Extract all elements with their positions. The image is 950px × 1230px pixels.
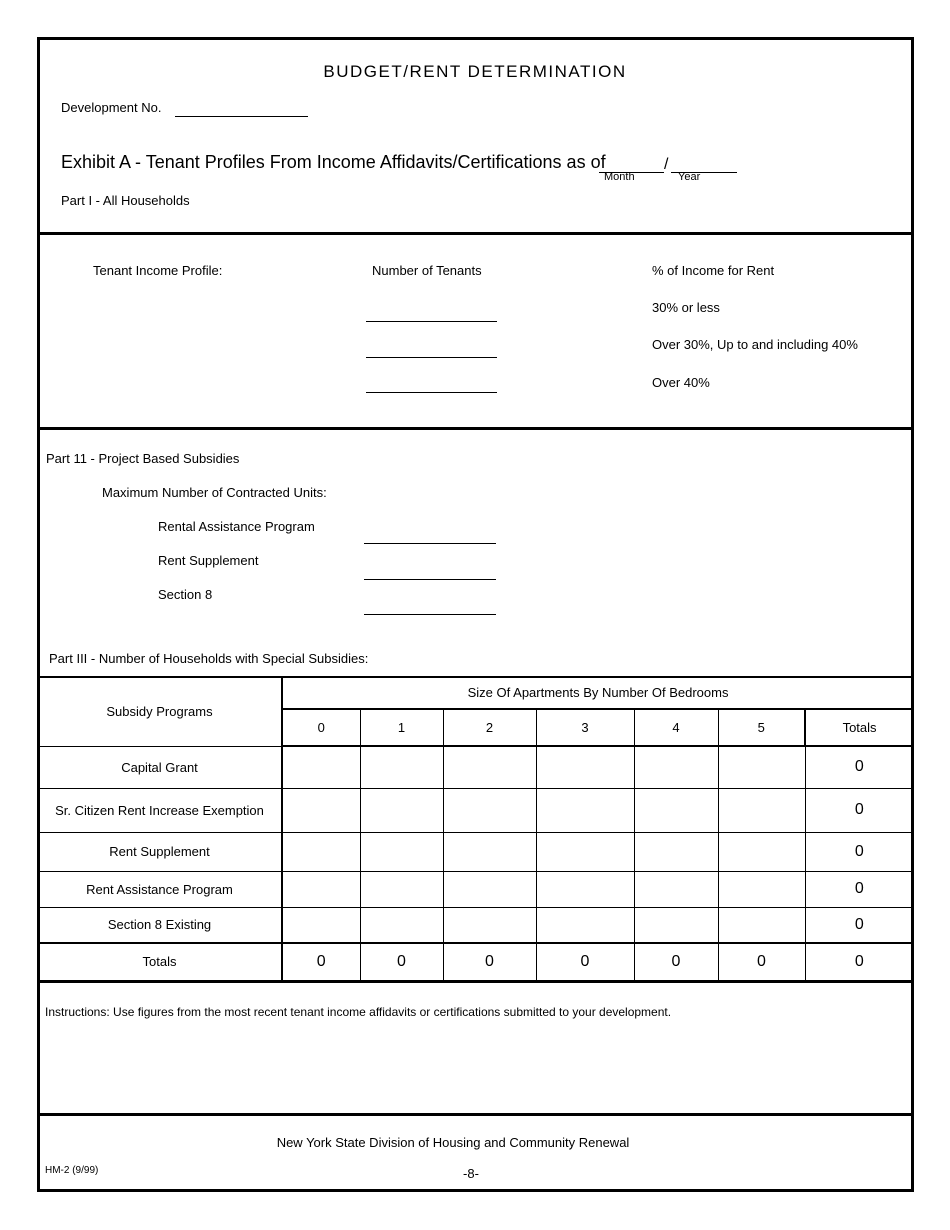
- programs-header: Subsidy Programs: [38, 677, 282, 746]
- section-divider-part1: [37, 427, 914, 430]
- count-cell[interactable]: [443, 871, 536, 907]
- count-cell[interactable]: [282, 746, 360, 788]
- count-cell[interactable]: [282, 871, 360, 907]
- count-cell[interactable]: [634, 871, 718, 907]
- bedroom-header: 5: [718, 709, 805, 746]
- count-cell[interactable]: [536, 832, 634, 871]
- count-cell[interactable]: [634, 907, 718, 943]
- bedroom-header: 3: [536, 709, 634, 746]
- date-separator: /: [664, 156, 669, 173]
- count-cell[interactable]: [282, 832, 360, 871]
- part3-label: Part III - Number of Households with Special Subsidies:: [49, 651, 369, 666]
- section-divider-header: [37, 232, 914, 235]
- subsidy-item-label: Rental Assistance Program: [158, 519, 315, 534]
- column-total: 0: [282, 943, 360, 980]
- table-row: [38, 788, 913, 832]
- totals-row-label: Totals: [38, 943, 282, 980]
- bedroom-header: 2: [443, 709, 536, 746]
- tenants-header: Number of Tenants: [372, 263, 482, 278]
- form-id: HM-2 (9/99): [45, 1165, 99, 1176]
- program-name: Section 8 Existing: [38, 907, 282, 943]
- count-cell[interactable]: [360, 832, 443, 871]
- size-header: Size Of Apartments By Number Of Bedrooms: [282, 677, 913, 709]
- exhibit-title: Exhibit A - Tenant Profiles From Income Affidavits/Certifications as of: [61, 152, 606, 172]
- count-cell[interactable]: [536, 871, 634, 907]
- count-cell[interactable]: [634, 746, 718, 788]
- count-cell[interactable]: [443, 746, 536, 788]
- column-total: 0: [360, 943, 443, 980]
- count-cell[interactable]: [718, 832, 805, 871]
- year-label: Year: [678, 171, 701, 183]
- program-name: Capital Grant: [38, 746, 282, 788]
- income-row-label: Over 40%: [652, 375, 710, 390]
- income-pct-header: % of Income for Rent: [652, 263, 775, 278]
- form-title: BUDGET/RENT DETERMINATION: [323, 62, 627, 81]
- table-row: [38, 871, 913, 907]
- count-cell[interactable]: [360, 788, 443, 832]
- column-total: 0: [718, 943, 805, 980]
- rent-supplement-units-field[interactable]: [364, 579, 496, 580]
- income-row-label: 30% or less: [652, 300, 720, 315]
- column-total: 0: [443, 943, 536, 980]
- count-cell[interactable]: [282, 907, 360, 943]
- agency-name: New York State Division of Housing and Community Renewal: [276, 1135, 630, 1150]
- bedroom-header: 1: [360, 709, 443, 746]
- table-row: [38, 832, 913, 871]
- tenants-30-or-less-field[interactable]: [366, 321, 497, 322]
- section-divider-footer: [37, 1113, 914, 1116]
- program-name: Sr. Citizen Rent Increase Exemption: [38, 788, 282, 832]
- count-cell[interactable]: [443, 788, 536, 832]
- count-cell[interactable]: [282, 788, 360, 832]
- count-cell[interactable]: [360, 871, 443, 907]
- totals-header: Totals: [805, 709, 913, 746]
- count-cell[interactable]: [718, 871, 805, 907]
- count-cell[interactable]: [634, 832, 718, 871]
- count-cell[interactable]: [443, 907, 536, 943]
- count-cell[interactable]: [536, 746, 634, 788]
- contracted-units-label: Maximum Number of Contracted Units:: [102, 485, 327, 500]
- count-cell[interactable]: [360, 907, 443, 943]
- bedroom-header: 0: [282, 709, 360, 746]
- subsidy-table: [38, 677, 913, 981]
- page-number: -8-: [463, 1166, 479, 1181]
- count-cell[interactable]: [718, 746, 805, 788]
- count-cell[interactable]: [718, 907, 805, 943]
- row-total: 0: [805, 746, 913, 788]
- subsidy-item-label: Section 8: [158, 587, 213, 602]
- month-label: Month: [604, 171, 635, 183]
- column-total: 0: [634, 943, 718, 980]
- development-number-field[interactable]: [175, 116, 308, 117]
- table-row: [38, 746, 913, 788]
- count-cell[interactable]: [536, 907, 634, 943]
- subsidy-item-label: Rent Supplement: [158, 553, 259, 568]
- count-cell[interactable]: [536, 788, 634, 832]
- part1-label: Part I - All Households: [61, 193, 190, 208]
- program-name: Rent Supplement: [38, 832, 282, 871]
- development-label: Development No.: [61, 100, 162, 115]
- tenants-30-to-40-field[interactable]: [366, 357, 497, 358]
- rental-assistance-units-field[interactable]: [364, 543, 496, 544]
- part2-label: Part 11 - Project Based Subsidies: [46, 451, 240, 466]
- program-name: Rent Assistance Program: [38, 871, 282, 907]
- section8-units-field[interactable]: [364, 614, 496, 615]
- column-total: 0: [536, 943, 634, 980]
- count-cell[interactable]: [718, 788, 805, 832]
- row-total: 0: [805, 832, 913, 871]
- instructions-text: Instructions: Use figures from the most recent tenant income affidavits or certifications submitted to your development.: [45, 1005, 672, 1019]
- table-row: [38, 907, 913, 943]
- row-total: 0: [805, 907, 913, 943]
- count-cell[interactable]: [443, 832, 536, 871]
- income-row-label: Over 30%, Up to and including 40%: [652, 337, 858, 352]
- income-profile-label: Tenant Income Profile:: [93, 263, 223, 278]
- tenants-over-40-field[interactable]: [366, 392, 497, 393]
- bedroom-header: 4: [634, 709, 718, 746]
- count-cell[interactable]: [634, 788, 718, 832]
- row-total: 0: [805, 871, 913, 907]
- totals-row: [38, 943, 913, 980]
- grand-total: 0: [805, 943, 913, 980]
- count-cell[interactable]: [360, 746, 443, 788]
- row-total: 0: [805, 788, 913, 832]
